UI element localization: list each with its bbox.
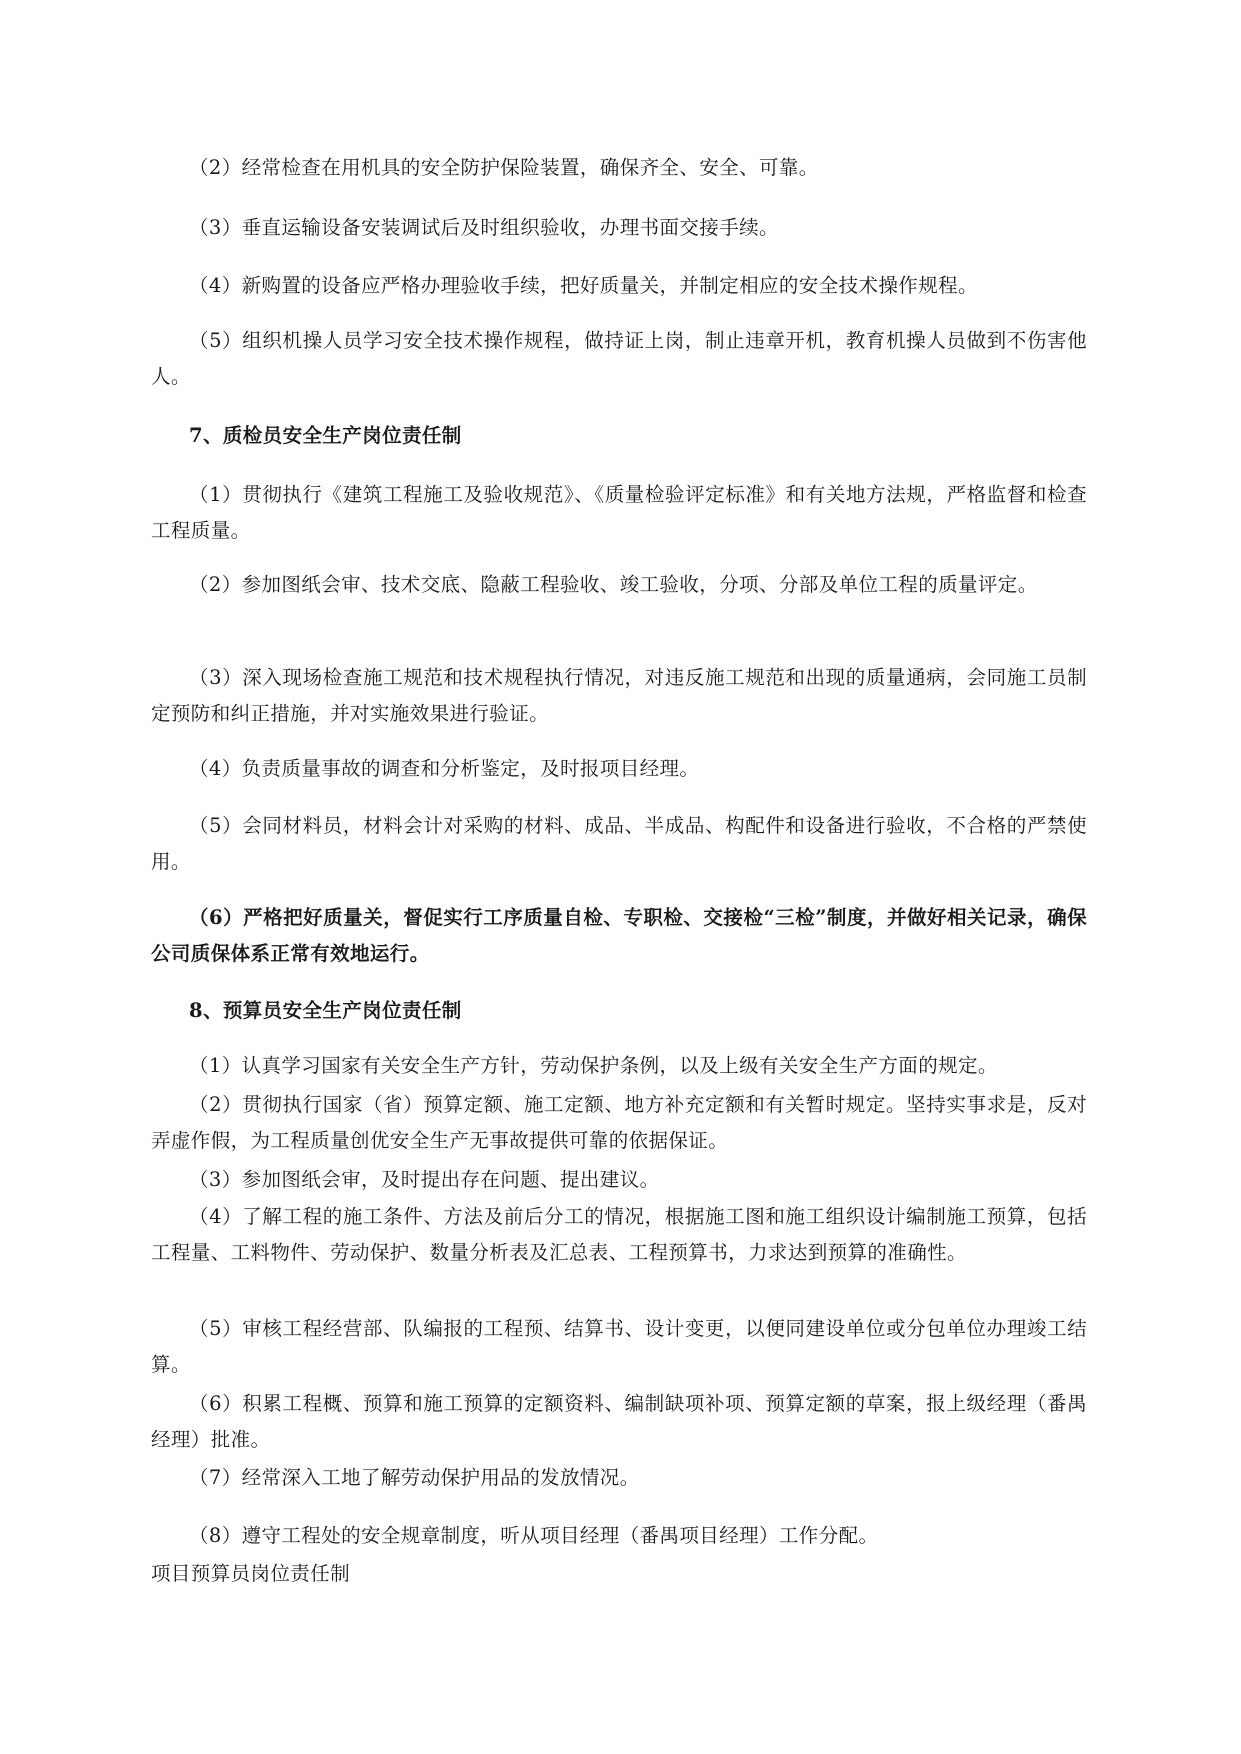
paragraph-quality-1: （1）贯彻执行《建筑工程施工及验收规范》、《质量检验评定标准》和有关地方法规，严格监督和检查工程质量。	[151, 483, 1087, 542]
paragraph-machine-2: （2）经常检查在用机具的安全防护保险装置，确保齐全、安全、可靠。	[189, 156, 819, 179]
trailing-title: 项目预算员岗位责任制	[151, 1562, 351, 1585]
paragraph-quality-4: （4）负责质量事故的调查和分析鉴定，及时报项目经理。	[189, 757, 700, 780]
paragraph-budget-8: （8）遵守工程处的安全规章制度，听从项目经理（番禺项目经理）工作分配。	[189, 1524, 879, 1547]
paragraph-budget-4: （4）了解工程的施工条件、方法及前后分工的情况，根据施工图和施工组织设计编制施工预算，包括工程量、工料物件、劳动保护、数量分析表及汇总表、工程预算书，力求达到预算的准确性。	[151, 1205, 1087, 1264]
paragraph-quality-5: （5）会同材料员，材料会计对采购的材料、成品、半成品、构配件和设备进行验收，不合格的严禁使用。	[151, 814, 1087, 873]
paragraph-machine-3: （3）垂直运输设备安装调试后及时组织验收，办理书面交接手续。	[189, 216, 779, 239]
paragraph-budget-3: （3）参加图纸会审，及时提出存在问题、提出建议。	[189, 1168, 660, 1191]
paragraph-machine-4: （4）新购置的设备应严格办理验收手续，把好质量关，并制定相应的安全技术操作规程。	[189, 274, 978, 297]
paragraph-budget-5: （5）审核工程经营部、队编报的工程预、结算书、设计变更，以便同建设单位或分包单位办理竣工结算。	[151, 1317, 1087, 1376]
paragraph-quality-2: （2）参加图纸会审、技术交底、隐蔽工程验收、竣工验收，分项、分部及单位工程的质量评定。	[189, 573, 1038, 596]
paragraph-machine-5: （5）组织机操人员学习安全技术操作规程，做持证上岗，制止违章开机，教育机操人员做到不伤害他人。	[151, 329, 1087, 388]
paragraph-budget-1: （1）认真学习国家有关安全生产方针，劳动保护条例，以及上级有关安全生产方面的规定。	[189, 1054, 998, 1077]
paragraph-budget-6: （6）积累工程概、预算和施工预算的定额资料、编制缺项补项、预算定额的草案，报上级经理（番禺经理）批准。	[151, 1392, 1087, 1451]
heading-budget-officer: 8、预算员安全生产岗位责任制	[189, 999, 462, 1022]
heading-quality-inspector: 7、质检员安全生产岗位责任制	[189, 424, 462, 447]
paragraph-budget-7: （7）经常深入工地了解劳动保护用品的发放情况。	[189, 1466, 640, 1489]
paragraph-quality-3: （3）深入现场检查施工规范和技术规程执行情况，对违反施工规范和出现的质量通病，会同施工员制定预防和纠正措施，并对实施效果进行验证。	[151, 666, 1087, 725]
paragraph-quality-6: （6）严格把好质量关，督促实行工序质量自检、专职检、交接检“三检”制度，并做好相关记录，确保公司质保体系正常有效地运行。	[151, 906, 1087, 965]
paragraph-budget-2: （2）贯彻执行国家（省）预算定额、施工定额、地方补充定额和有关暂时规定。坚持实事求是，反对弄虚作假，为工程质量创优安全生产无事故提供可靠的依据保证。	[151, 1093, 1087, 1152]
